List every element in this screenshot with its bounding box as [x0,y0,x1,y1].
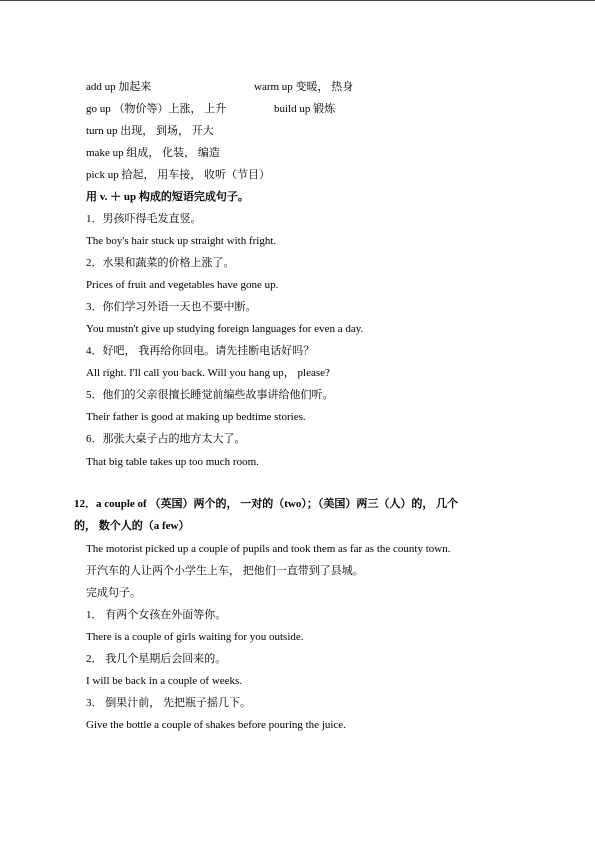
exercise-english: You mustn't give up studying foreign languages for even a day. [86,323,364,335]
section-12-heading: 12．a couple of （英国）两个的， 一对的（two）；（美国）两三（人）的， 几个 [74,498,459,510]
exercise-english: Give the bottle a couple of shakes before pouring the juice. [86,719,346,731]
phrase-make-up: make up 组成， 化装， 编造 [86,147,220,159]
exercise-english: There is a couple of girls waiting for you outside. [86,631,304,643]
exercise-chinese: 6．那张大桌子占的地方太大了。 [86,433,246,445]
example-english: The motorist picked up a couple of pupils and took them as far as the county town. [86,543,451,555]
phrase-row [86,80,354,94]
page-top-border [0,0,595,1]
exercise-chinese: 1．男孩吓得毛发直竖。 [86,213,202,225]
phrase-go-up: go up （物价等）上涨， 上升 [86,103,227,115]
section-12-heading-cont: 的， 数个人的（a few） [74,520,190,532]
section-instruction: 用 v. ＋ up 构成的短语完成句子。 [86,191,249,203]
exercise-english: Their father is good at making up bedtime stories. [86,411,306,423]
phrase-turn-up: turn up 出现， 到场， 开大 [86,125,214,137]
exercise-chinese: 1． 有两个女孩在外面等你。 [86,609,227,621]
exercise-english: All right. I'll call you back. Will you hang up， please? [86,367,330,379]
exercise-english: Prices of fruit and vegetables have gone up. [86,279,279,291]
exercise-english: That big table takes up too much room. [86,456,259,468]
exercise-chinese: 3． 倒果汁前， 先把瓶子摇几下。 [86,697,251,709]
phrase-row [86,102,336,116]
exercise-chinese: 4．好吧， 我再给你回电。请先挂断电话好吗？ [86,345,315,357]
phrase-pick-up: pick up 拾起， 用车接， 收听（节目） [86,169,270,181]
exercise-english: I will be back in a couple of weeks. [86,675,243,687]
phrase-add-up: add up 加起来 [86,81,152,93]
example-chinese: 开汽车的人让两个小学生上车， 把他们一直带到了县城。 [86,565,364,577]
exercise-chinese: 2． 我几个星期后会回来的。 [86,653,227,665]
phrase-warm-up: warm up 变暖， 热身 [254,81,354,93]
task-instruction: 完成句子。 [86,587,141,599]
exercise-chinese: 2．水果和蔬菜的价格上涨了。 [86,257,235,269]
exercise-chinese: 3．你们学习外语一天也不要中断。 [86,301,257,313]
phrase-build-up: build up 锻炼 [274,103,336,115]
exercise-chinese: 5．他们的父亲很擅长睡觉前编些故事讲给他们听。 [86,389,334,401]
exercise-english: The boy's hair stuck up straight with fright. [86,235,277,247]
